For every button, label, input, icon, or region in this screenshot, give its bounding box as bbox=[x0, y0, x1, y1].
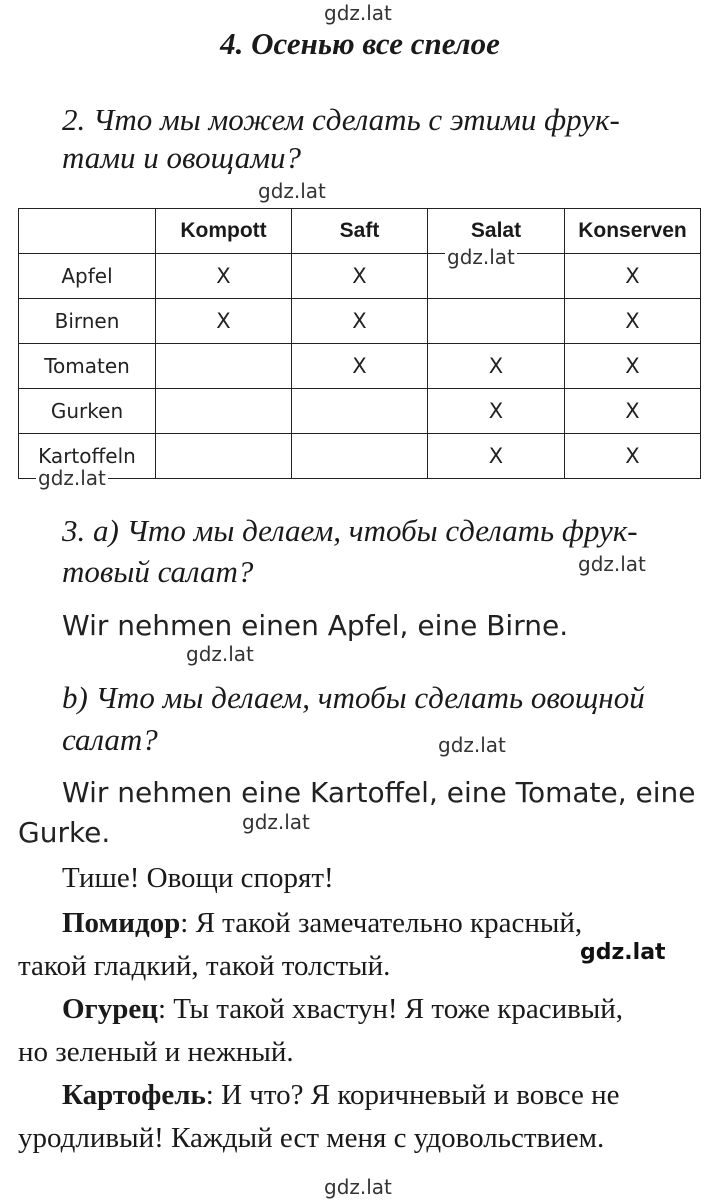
watermark-bold: gdz.lat bbox=[580, 940, 666, 965]
dialog-intro: Тише! Овощи спорят! bbox=[62, 862, 334, 894]
table-row bbox=[19, 299, 701, 344]
tomato-line2: такой гладкий, такой толстый. bbox=[18, 950, 391, 982]
table-cell bbox=[428, 299, 565, 344]
row-label: Kartoffeln bbox=[19, 434, 156, 479]
watermark-above-table: gdz.lat bbox=[258, 179, 326, 203]
table-cell: X bbox=[565, 344, 701, 389]
q3a-line1: 3. a) Что мы делаем, чтобы сделать фрук- bbox=[62, 513, 638, 548]
q2-line2: тами и овощами? bbox=[62, 140, 302, 175]
table-cell: X bbox=[428, 389, 565, 434]
watermark-q3a: gdz.lat bbox=[578, 552, 646, 576]
table-cell bbox=[156, 434, 292, 479]
page-title: 4. Осенью все спелое bbox=[220, 26, 500, 61]
table-cell bbox=[292, 389, 428, 434]
potato-text: : И что? Я коричневый и вовсе не bbox=[205, 1079, 620, 1111]
q3b-line1: b) Что мы делаем, чтобы сделать овощной bbox=[62, 680, 645, 715]
table-cell: X bbox=[565, 254, 701, 299]
row-label: Gurken bbox=[19, 389, 156, 434]
table-cell: X bbox=[292, 344, 428, 389]
table-cell bbox=[156, 344, 292, 389]
watermark-table-cell: gdz.lat bbox=[447, 245, 515, 269]
table-cell: X bbox=[428, 434, 565, 479]
header-saft: Saft bbox=[292, 209, 428, 254]
tomato-text: : Я такой замечательно красный, bbox=[180, 907, 583, 939]
q2-line1: 2. Что мы можем сделать с этими фрук- bbox=[62, 102, 620, 137]
table-cell bbox=[292, 434, 428, 479]
watermark-table-corner: gdz.lat bbox=[38, 466, 106, 490]
table-row bbox=[19, 434, 701, 479]
watermark-answer-b: gdz.lat bbox=[242, 810, 310, 834]
fruit-vegetable-table bbox=[18, 208, 701, 479]
watermark-q3b: gdz.lat bbox=[438, 733, 506, 757]
table-cell: X bbox=[565, 299, 701, 344]
speaker-cucumber: Огурец bbox=[62, 993, 158, 1025]
table-cell bbox=[156, 389, 292, 434]
q3b-line2: салат? bbox=[62, 722, 158, 757]
tomato-line1 bbox=[62, 905, 582, 941]
q3a-answer: Wir nehmen einen Apfel, eine Birne. bbox=[62, 609, 569, 642]
header-kompott: Kompott bbox=[156, 209, 292, 254]
cucumber-text: : Ты такой хвастун! Я тоже красивый, bbox=[157, 993, 624, 1025]
q3b-answer-line1: Wir nehmen eine Kartoffel, eine Tomate, eine bbox=[62, 776, 696, 809]
table-cell: X bbox=[292, 299, 428, 344]
table-cell: X bbox=[292, 254, 428, 299]
table-cell: X bbox=[565, 434, 701, 479]
row-label: Birnen bbox=[19, 299, 156, 344]
cucumber-line1 bbox=[62, 991, 623, 1027]
table-cell: X bbox=[565, 389, 701, 434]
potato-line2: уродливый! Каждый ест меня с удовольствием. bbox=[18, 1122, 605, 1154]
speaker-tomato: Помидор bbox=[62, 907, 181, 939]
header-cell-empty bbox=[19, 209, 156, 254]
row-label: Tomaten bbox=[19, 344, 156, 389]
row-label: Apfel bbox=[19, 254, 156, 299]
table-cell: X bbox=[156, 254, 292, 299]
table-row bbox=[19, 254, 701, 299]
q3b-answer-line2: Gurke. bbox=[18, 816, 111, 849]
table-header-row bbox=[19, 209, 701, 254]
table-row bbox=[19, 344, 701, 389]
header-konserven: Konserven bbox=[565, 209, 701, 254]
watermark-answer-a: gdz.lat bbox=[186, 642, 254, 666]
cucumber-line2: но зеленый и нежный. bbox=[18, 1036, 294, 1068]
table-row bbox=[19, 389, 701, 434]
q3a-line2: товый салат? bbox=[62, 554, 254, 589]
speaker-potato: Картофель bbox=[62, 1079, 206, 1111]
watermark-top: gdz.lat bbox=[324, 1, 392, 25]
table-cell: X bbox=[156, 299, 292, 344]
potato-line1 bbox=[62, 1077, 619, 1113]
watermark-bottom: gdz.lat bbox=[324, 1175, 392, 1199]
header-salat: Salat bbox=[428, 209, 565, 254]
table-cell: X bbox=[428, 344, 565, 389]
